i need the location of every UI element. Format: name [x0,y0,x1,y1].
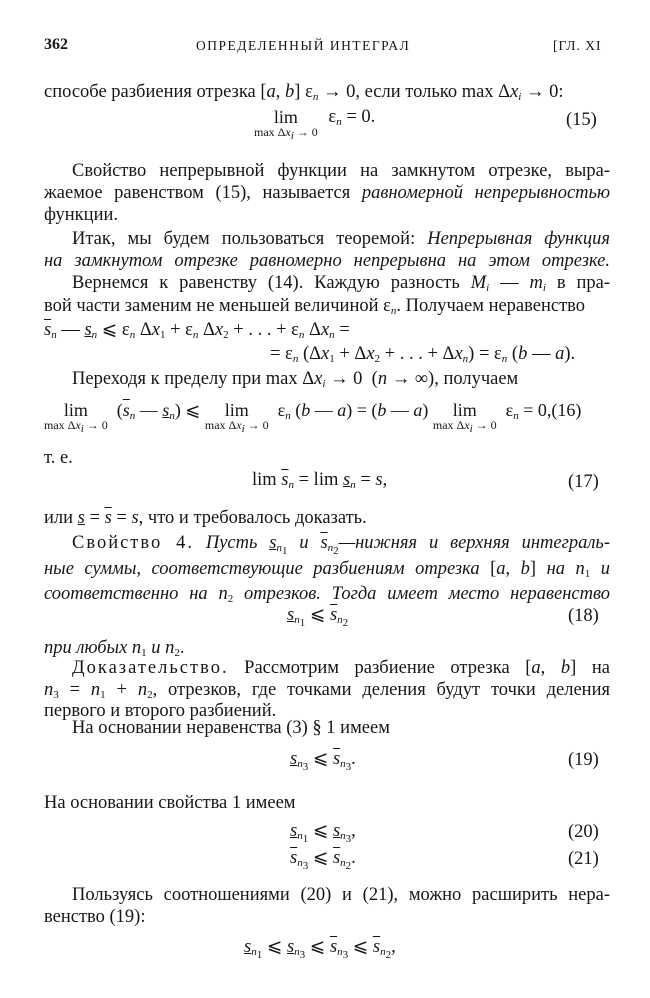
paragraph-line: Пользуясь соотношениями (20) и (21), можно расширить нера- [72,885,610,905]
paragraph-line [72,227,610,251]
paragraph-line: соответственно на $n_2$ отрезков. Тогда имеет место неравенство [44,584,610,605]
paragraph-line: способе разбиения отрезка [a, b] $\varepsilon_n \to 0$, если только $\max \Delta x_i \to 0$: [44,82,564,103]
equation-number: (17) [568,472,599,492]
proof-label: Доказательство. [72,658,229,678]
equation-number: ,(16) [546,400,582,420]
page-number: 362 [44,36,68,53]
text: : [558,82,564,102]
paragraph-line: Свойство непрерывной функции на замкнутом отрезке, выра- [72,161,610,181]
text: на [536,559,576,579]
text: Рассмотрим разбиение отрезка [228,658,526,678]
equation-15: lim $\max \Delta x_i \to 0$ $\varepsilon_n = 0$. [254,107,376,142]
paragraph-line [44,249,610,273]
display-formula: $\overline{s}_n$ — $s_n$ ⩽ $\varepsilon_n$ $\Delta x_1 + \varepsilon_n$ $\Delta x_2$ + . . . + $\varepsilon_n$ $\Delta x_n$ = [44,320,350,341]
paragraph-line: венство (19): [44,907,146,927]
equation-16: lim $\max \Delta x_i \to 0$ ($\overline{s}_n$ — $s_n$) ⩽ lim $\max \Delta x_i \to 0$ $\varepsilon_n$ (b — a) = (b — a) lim $\max \Delta x_i \to 0$ $\varepsilon_n = 0,(16)$ [44,400,582,435]
equation-number: (19) [568,750,599,770]
property-label: Свойство 4. [72,533,194,553]
text: ные суммы, соответствующие разбиениям отрезка [44,559,491,579]
paragraph-line: вой части заменим не меньшей величиной $\varepsilon_n$. Получаем неравенство [44,296,586,317]
emphasis: на замкнутом отрезке равномерно непрерывна на этом отрезке. [44,251,610,271]
paragraph-line: или $s = \overline{s} = s$, что и требовалось доказать. [44,508,367,528]
running-title: ОПРЕДЕЛЕННЫЙ ИНТЕГРАЛ [196,38,411,53]
text: способе разбиения отрезка [44,82,261,102]
equation-18: $s_{n_1}$ ⩽ $\overline{s}_{n_2}$ [287,605,349,629]
text: и [287,533,321,553]
text: отрезков. Тогда имеет место неравенство [233,584,610,604]
text: или [44,508,78,528]
paragraph-line: первого и второго разбиений. [44,701,277,721]
text: Итак, мы будем пользоваться теоремой: [72,229,428,249]
paragraph-line: функции. [44,205,118,225]
paragraph-line: ные суммы, соответствующие разбиениям отрезка [a, b] на $n_1$ и [44,559,611,580]
paragraph-line: Переходя к пределу при $\max \Delta x_i \to 0$ (n → ∞), получаем [72,369,519,390]
paragraph-line: Доказательство. Рассмотрим разбиение отрезка [a, b] на [72,658,611,678]
display-formula: $s_{n_1}$ ⩽ $s_{n_3}$ ⩽ $\overline{s}_{n_3}$ ⩽ $\overline{s}_{n_2}$, [244,937,396,961]
text: и [146,638,166,658]
equation-number: (18) [568,606,599,626]
paragraph-line: при любых $n_1$ и $n_2$. [44,638,185,659]
text: жаемое равенством (15), называется [44,183,362,203]
equation-19: $s_{n_3}$ ⩽ $\overline{s}_{n_3}$. [290,749,356,773]
text: . Получаем неравенство [396,296,586,316]
paragraph-line: т. е. [44,448,73,468]
text: Вернемся к равенству (14). Каждую разность [72,273,471,293]
text: , если только [355,82,462,102]
paragraph-line [44,181,610,205]
text: вой части заменим не меньшей величиной [44,296,384,316]
chapter-label: [ГЛ. XI [553,38,602,53]
paragraph-line: На основании свойства 1 имеем [44,793,296,813]
emphasis: равномерной непрерывностью [361,183,610,203]
text: в пра- [545,273,611,293]
equation-number: (21) [568,849,599,869]
text: , отрезков, где точками деления будут точки деления [152,680,610,700]
text: Переходя к пределу при [72,369,266,389]
text: , что и требовалось доказать. [138,508,367,528]
equation-number: (15) [566,110,597,130]
paragraph-line: На основании неравенства (3) § 1 имеем [72,718,390,738]
text: Пусть [193,533,270,553]
paragraph-line: Свойство 4. Пусть $s_{n_1}$ и $\overline{s}_{n_2}—нижняя$ и верхняя интеграль- [72,533,610,557]
equation-17: $\lim \overline{s}_n = \lim s_n = s$, [252,470,388,491]
text: соответственно на [44,584,219,604]
text: на [576,658,611,678]
display-formula: = $\varepsilon_n$ ($\Delta x_1 + \Delta x_2$ + . . . + $\Delta x_n) = \varepsilon_n$ (b — a). [270,344,576,365]
text: при любых [44,638,132,658]
equation-20: $s_{n_1}$ ⩽ $s_{n_3}$, [290,821,356,845]
equation-21: $\overline{s}_{n_3}$ ⩽ $\overline{s}_{n_2}$. [290,848,356,872]
text: , получаем [434,369,519,389]
text: . [179,638,185,658]
text: —нижняя и верхняя интеграль- [338,533,610,553]
equation-number: (20) [568,822,599,842]
paragraph-line: Вернемся к равенству (14). Каждую разность $M_i$ — $m_i$ в пра- [72,273,611,294]
text: и [590,559,611,579]
paragraph-line: $n_3 = n_1 + n_2$, отрезков, где точками деления будут точки деления [44,680,610,701]
emphasis: Непрерывная функция [427,229,610,249]
